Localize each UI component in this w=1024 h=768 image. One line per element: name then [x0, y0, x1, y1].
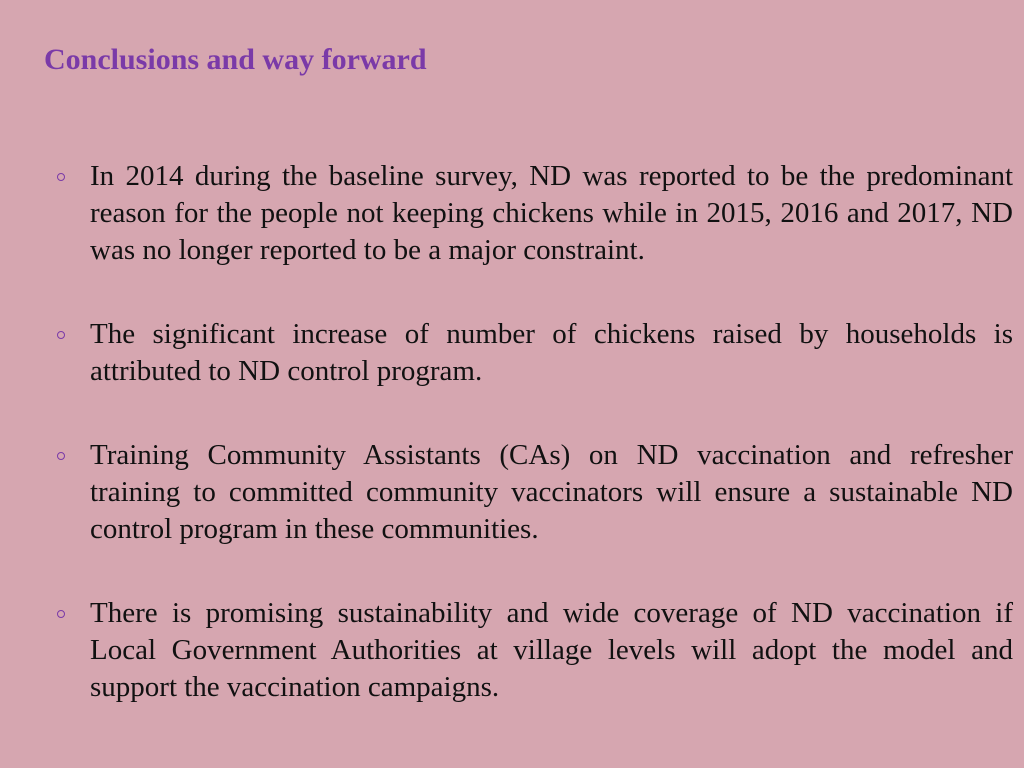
hollow-circle-bullet-icon — [57, 173, 65, 181]
bullet-text: In 2014 during the baseline survey, ND was reported to be the predominant reason for the people not keeping chickens while in 2015, 2016 and 2017, ND was no longer reported to be a major constraint. — [90, 160, 1013, 266]
bullet-item — [90, 437, 1013, 548]
bullet-text: Training Community Assistants (CAs) on ND vaccination and refresher training to committed community vaccinators will ensure a sustainable ND control program in these communities. — [90, 439, 1013, 545]
slide-title: Conclusions and way forward — [44, 43, 427, 76]
bullet-item — [90, 316, 1013, 390]
bullet-item — [90, 595, 1013, 706]
hollow-circle-bullet-icon — [57, 452, 65, 460]
hollow-circle-bullet-icon — [57, 331, 65, 339]
bullet-text: There is promising sustainability and wide coverage of ND vaccination if Local Government Authorities at village levels will adopt the model and support the vaccination campaigns. — [90, 597, 1013, 703]
hollow-circle-bullet-icon — [57, 610, 65, 618]
bullet-list — [90, 158, 1013, 706]
bullet-text: The significant increase of number of chickens raised by households is attributed to ND control program. — [90, 318, 1013, 387]
bullet-item — [90, 158, 1013, 269]
